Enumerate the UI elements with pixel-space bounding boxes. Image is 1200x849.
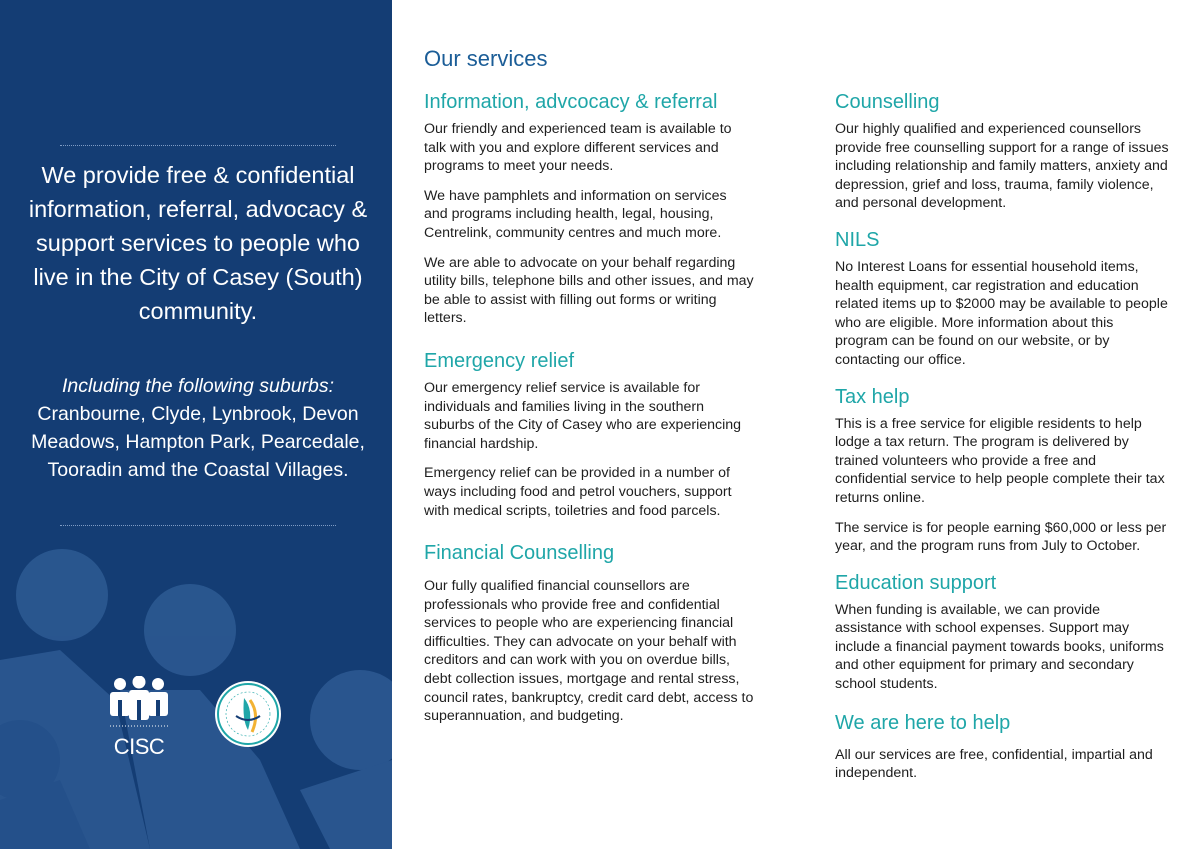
education-paragraph: When funding is available, we can provide assistance with school expenses. Support may include a financial payment towards books, uniforms and other equipment for primary and secondary school students.: [835, 601, 1164, 693]
suburbs-heading: Including the following suburbs:: [61, 375, 335, 397]
cisc-logo-text: CISC: [113, 734, 165, 759]
intro-text: We provide free & confidential information, referral, advocacy & support services to people who live in the City of Casey (South) community.: [28, 162, 368, 324]
cisc-people-icon: [106, 676, 172, 732]
left-panel: [0, 0, 392, 849]
help-heading: We are here to help: [835, 711, 1011, 734]
top-divider: [60, 145, 336, 146]
counselling-heading: Counselling: [835, 91, 940, 113]
info-paragraph: We are able to advocate on your behalf regarding utility bills, telephone bills and other issues, and may be able to assist with filling out forms or writing letters.: [424, 254, 754, 327]
nils-heading: NILS: [835, 228, 880, 251]
services-content: [392, 0, 1200, 849]
education-heading: Education support: [835, 571, 997, 594]
suburbs-block: [24, 372, 372, 484]
bottom-divider: [60, 525, 336, 526]
left-column: [424, 89, 754, 726]
financial-heading: Financial Counselling: [424, 542, 615, 565]
suburbs-list: Cranbourne, Clyde, Lynbrook, Devon Meadows, Hampton Park, Pearcedale, Tooradin amd the Coastal Villages.: [31, 403, 365, 481]
info-heading: Information, advcocacy & referral: [424, 91, 718, 113]
right-column: [835, 89, 1170, 783]
registered-charity-seal: [214, 680, 282, 748]
cisc-logo: [106, 676, 172, 760]
counselling-paragraph: Our highly qualified and experienced counsellors provide free counselling support for a range of issues including relationship and family matters, anxiety and depression, grief and loss, trauma, family violence, and personal development.: [835, 121, 1169, 212]
emergency-heading: Emergency relief: [424, 349, 575, 372]
tax-heading: Tax help: [835, 385, 910, 408]
tax-paragraph: The service is for people earning $60,000 or less per year, and the program runs from July to October.: [835, 519, 1167, 555]
info-paragraph: We have pamphlets and information on services and programs including health, legal, housing, Centrelink, community centres and much more.: [424, 187, 727, 241]
emergency-paragraph: Emergency relief can be provided in a number of ways including food and petrol vouchers, support with medical scripts, toiletries and food parcels.: [424, 465, 732, 519]
tax-paragraph: This is a free service for eligible residents to help lodge a tax return. The program is delivered by trained volunteers who provide a free and confidential service to help people complete their tax returns online.: [835, 415, 1165, 506]
emergency-paragraph: Our emergency relief service is available for individuals and families living in the southern suburbs of the City of Casey who are experiencing financial hardship.: [424, 379, 742, 452]
help-paragraph: All our services are free, confidential, impartial and independent.: [835, 746, 1153, 782]
nils-paragraph: No Interest Loans for essential household items, health equipment, car registration and education related items up to $2000 may be available to people who are eligible. More information about this program can be found on our website, or by contacting our office.: [835, 258, 1168, 368]
page-title: Our services: [424, 46, 548, 71]
financial-paragraph: Our fully qualified financial counsellors are professionals who provide free and confidential services to people who are experiencing financial difficulties. They can advocate on your behalf with creditors and can work with you on overdue bills, debt collection issues, mortgage and rental stress, council rates, bankruptcy, credit card debt, access to superannuation, and budgeting.: [424, 578, 754, 725]
info-paragraph: Our friendly and experienced team is available to talk with you and explore different services and programs to meet your needs.: [424, 121, 732, 175]
